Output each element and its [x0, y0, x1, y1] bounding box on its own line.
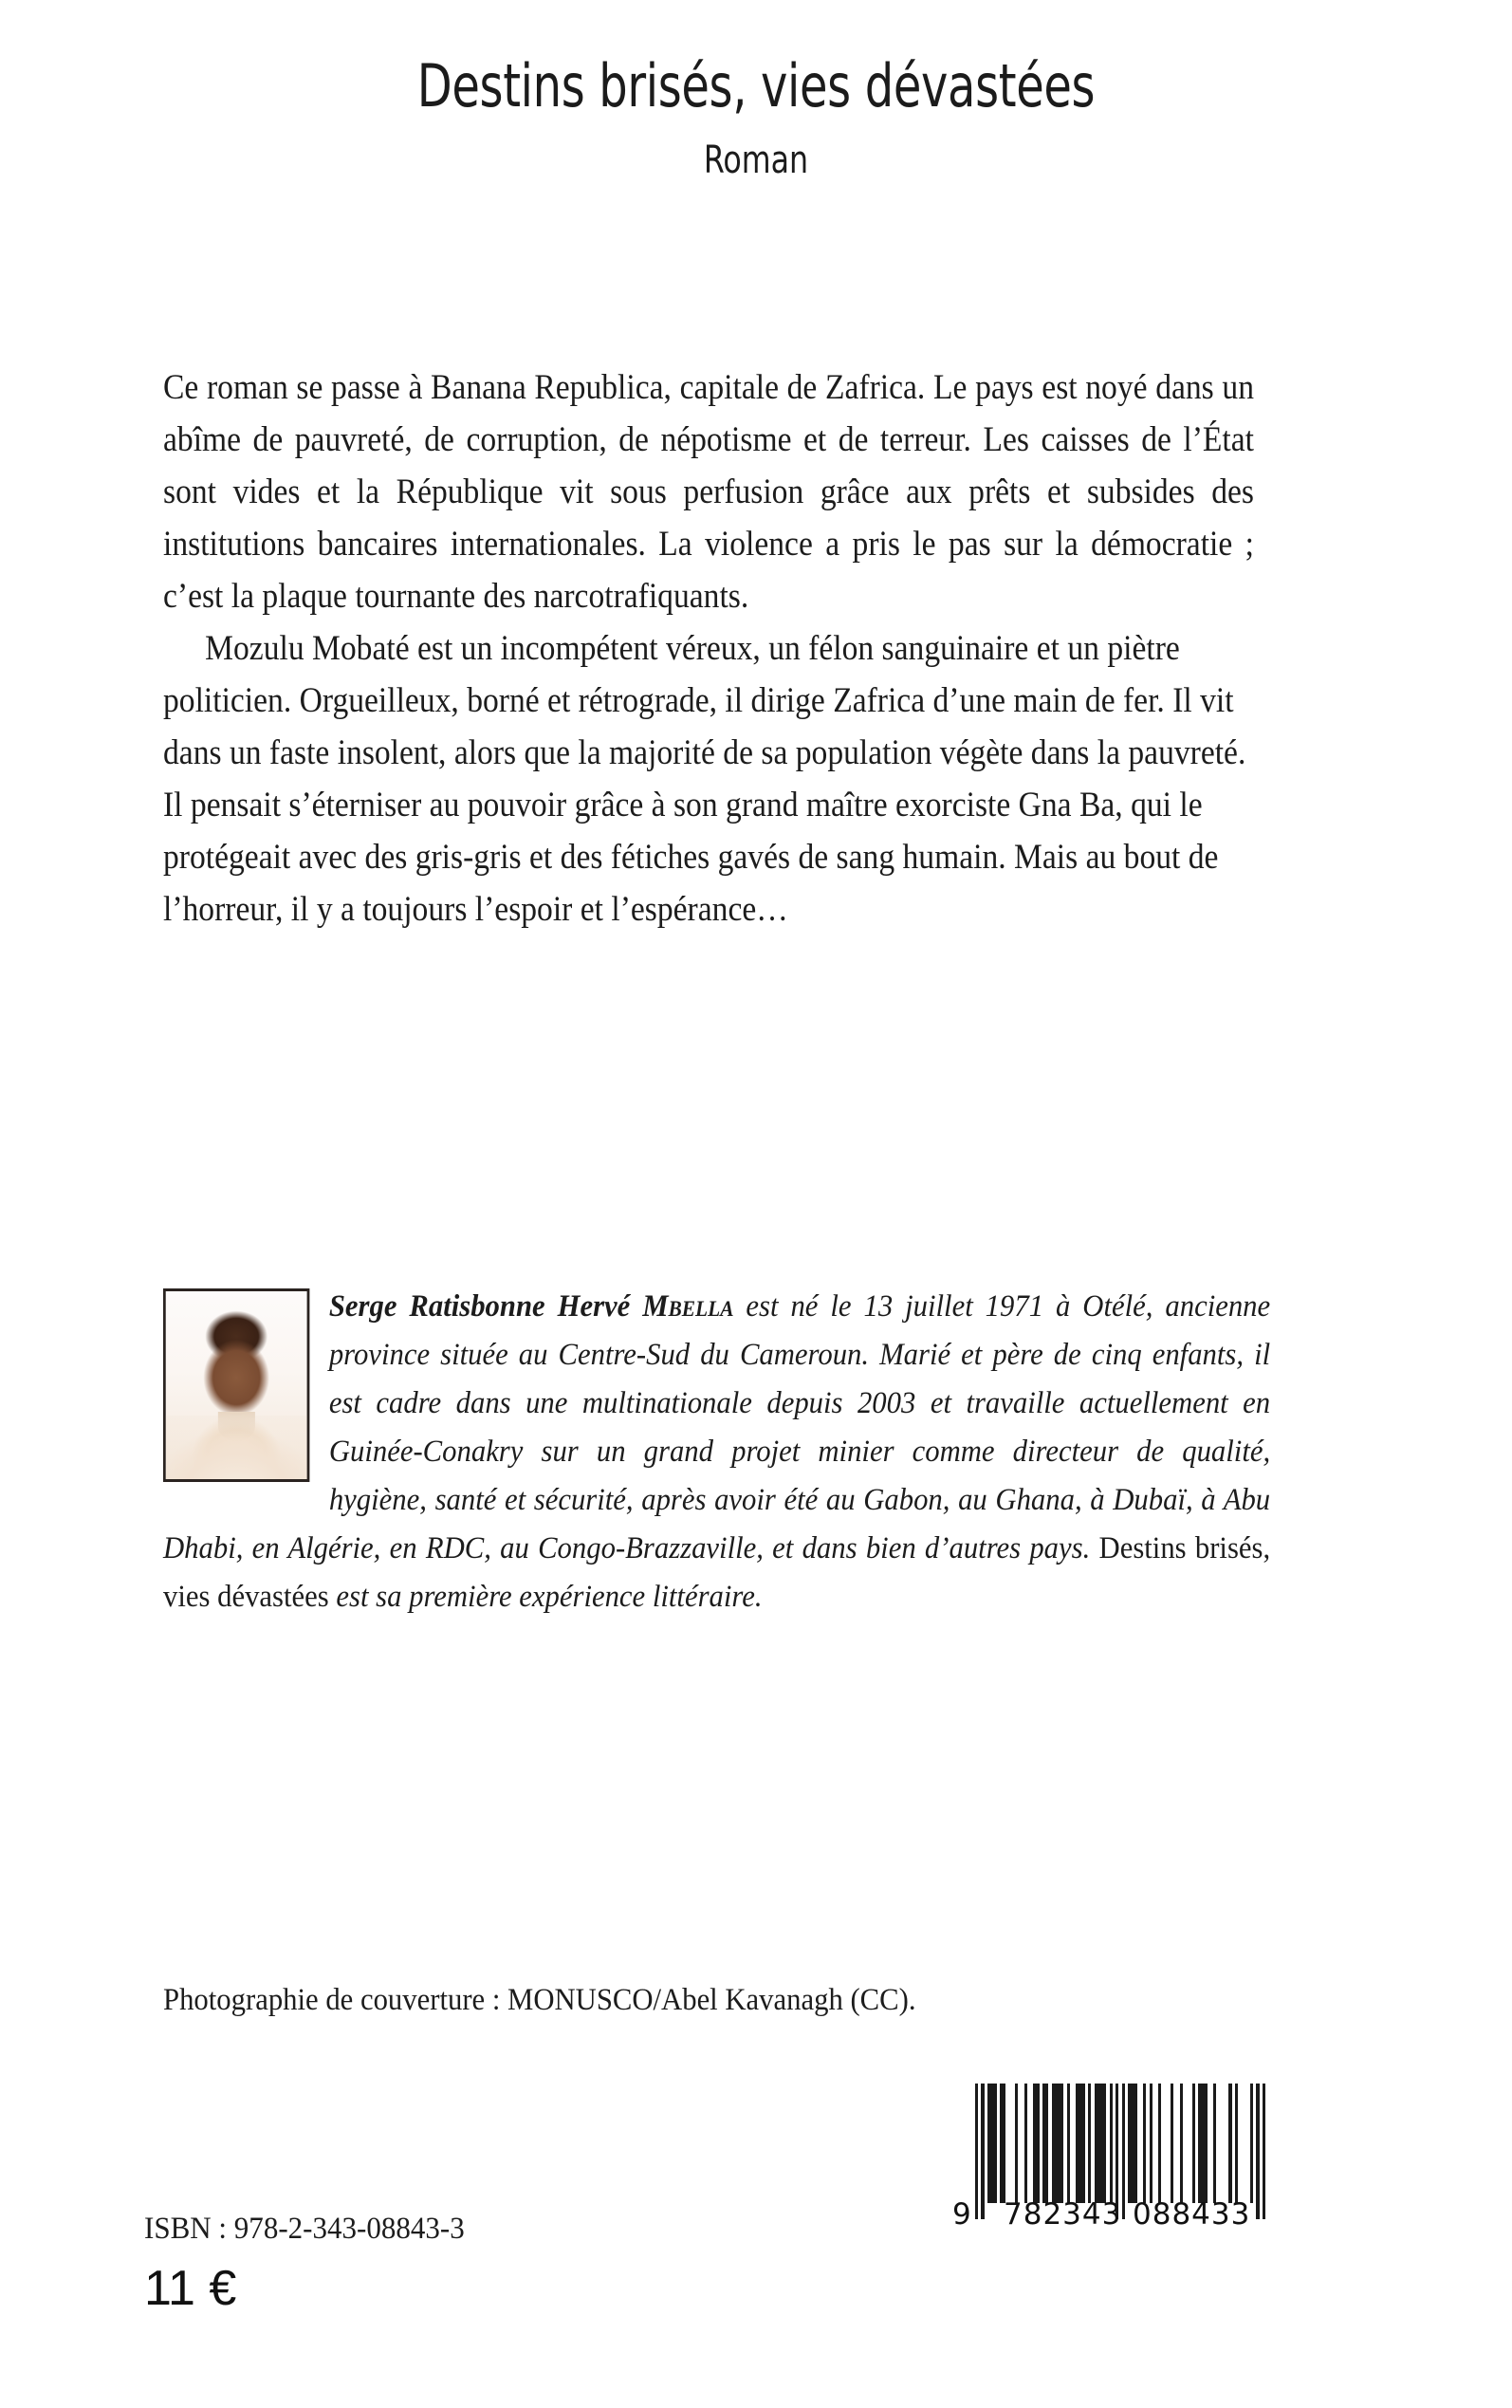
- book-subtitle: Roman: [703, 138, 809, 182]
- barcode-bar: [1110, 2084, 1113, 2203]
- barcode-left-group: 782343: [1004, 2197, 1122, 2232]
- barcode-bar: [1213, 2084, 1216, 2203]
- barcode-bar: [1171, 2084, 1173, 2203]
- author-bio-paragraph: [163, 1283, 1270, 1621]
- barcode-bar: [1150, 2084, 1152, 2203]
- author-bio-work-title: Destins brisés, vies dévastées: [163, 1531, 1271, 1614]
- portrait-collar: [218, 1412, 255, 1442]
- barcode-bar: [1158, 2084, 1161, 2203]
- barcode-lead-digit: 9: [952, 2197, 972, 2232]
- barcode-bar: [1067, 2084, 1070, 2203]
- synopsis-paragraph-1: Ce roman se passe à Banana Republica, capitale de Zafrica. Le pays est noyé dans un abîme de pauvreté, de corruption, de népotisme et de terreur. Les caisses de l’État sont vides et la République vit sous perfusion grâce aux prêts et subsides des institutions bancaires internationales. La violence a pris le pas sur la démocratie ; c’est la plaque tournante des narcotrafiquants.: [163, 367, 1254, 615]
- barcode-bar: [1180, 2084, 1183, 2203]
- author-portrait-photo: [163, 1288, 309, 1482]
- page-title: Destins brisés, vies dévastées: [416, 51, 1096, 120]
- author-name-last: Mbella: [642, 1289, 734, 1324]
- title-block: [0, 51, 1512, 182]
- barcode-bar: [1033, 2084, 1039, 2203]
- author-bio: [163, 1283, 1270, 1621]
- isbn-label: ISBN : 978-2-343-08843-3: [144, 2212, 465, 2246]
- barcode-bar: [1143, 2084, 1146, 2203]
- ean-barcode: [952, 2084, 1265, 2235]
- barcode-bar: [1015, 2084, 1018, 2203]
- barcode-bar: [1198, 2084, 1208, 2203]
- barcode-bar: [1235, 2084, 1238, 2203]
- price-label: 11 €: [144, 2261, 237, 2316]
- barcode-bars: [975, 2084, 1265, 2203]
- barcode-bar: [1042, 2084, 1048, 2203]
- author-name-first: Serge Ratisbonne Hervé: [328, 1289, 643, 1324]
- barcode-bar: [1128, 2084, 1137, 2203]
- synopsis-paragraph-2: Mozulu Mobaté est un incompétent véreux, un félon sanguinaire et un piètre politicien. Orgueilleux, borné et rétrograde, il dirige Zafrica d’une main de fer. Il vit dans un faste insolent, alors que la majorité de sa population végète dans la pauvreté. Il pensait s’éterniser au pouvoir grâce à son grand maître exorciste Gna Ba, qui le protégeait avec des gris-gris et des fétiches gavés de sang humain. Mais au bout de l’horreur, il y a toujours l’espoir et l’espérance…: [163, 628, 1246, 928]
- barcode-bar: [1052, 2084, 1064, 2203]
- barcode-bar: [1088, 2084, 1091, 2203]
- synopsis-text: [163, 361, 1254, 935]
- cover-photo-credit: Photographie de couverture : MONUSCO/Abel Kavanagh (CC).: [163, 1983, 916, 2017]
- barcode-bar: [1076, 2084, 1085, 2203]
- barcode-bar: [1024, 2084, 1027, 2203]
- barcode-bar: [987, 2084, 997, 2203]
- barcode-bar: [1250, 2084, 1253, 2203]
- author-bio-text-2: est sa première expérience littéraire.: [328, 1580, 763, 1614]
- barcode-bar: [1228, 2084, 1231, 2203]
- barcode-digits: [952, 2197, 1265, 2232]
- barcode-right-group: 088433: [1133, 2197, 1251, 2232]
- author-bio-text-1: est né le 13 juillet 1971 à Otélé, ancienne province située au Centre-Sud du Cameroun. Marié et père de cinq enfants, il est cadre dans une multinationale depuis 2003 et travaille actuellement en Guinée-Conakry sur un grand projet minier comme directeur de qualité, hygiène, santé et sécurité, après avoir été au Gabon, au Ghana, à Dubaï, à Abu Dhabi, en Algérie, en RDC, au Congo-Brazzaville, et dans bien d’autres pays.: [163, 1289, 1271, 1565]
- barcode-bar: [1000, 2084, 1005, 2203]
- barcode-bar: [1192, 2084, 1195, 2203]
- barcode-bar: [1095, 2084, 1107, 2203]
